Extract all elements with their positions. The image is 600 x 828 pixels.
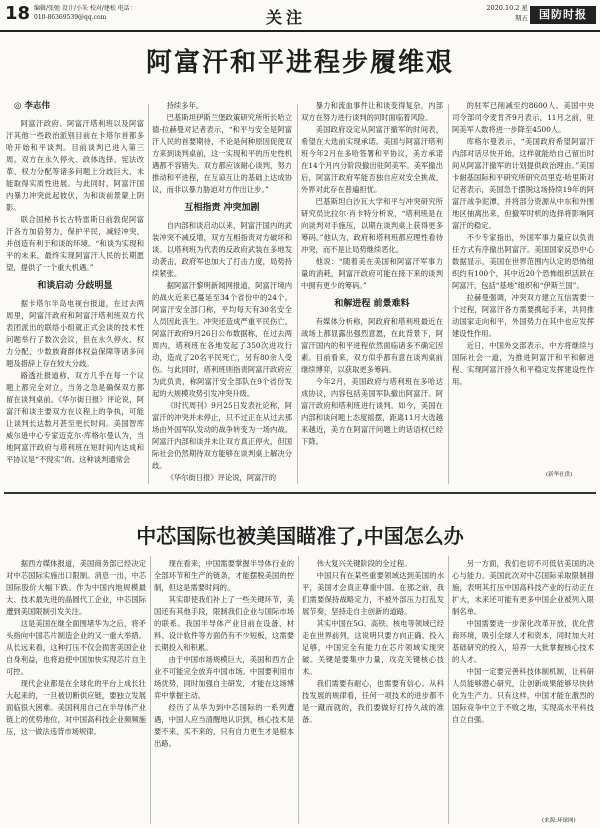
page-number: 18 xyxy=(5,3,31,24)
article1-subheading-3: 和解进程 前景难料 xyxy=(334,299,410,309)
paragraph: 暴力和流血事件让和谈变得复杂，内部双方在努力进行谈判的同时面临着风险。 xyxy=(301,101,443,122)
issue-date: 2020.10.2 星期五 xyxy=(486,4,528,22)
article2-column-2 xyxy=(154,558,294,824)
paragraph: 拉赫曼强调，冲突双方建立互信需要一个过程，阿富汗各方需要携起手来，共同推动国家走向和平，外国势力在其中也应发挥建设性作用。 xyxy=(452,293,594,338)
paragraph: 库格尔曼表示，“美国政府希望阿富汗内部对话尽快开始，这样就能给自己留出时间从阿富汗撤军的计划提供政治理由。”美国卡耐基国际和平研究所研究员里克·哈里斯对记者表示，美国急于摆脱这场持续19年的阿富汗战争泥潭，并将部分资源从中东和外围地区抽离出来，但撤军时机的选择将影响阿富汗的稳定。 xyxy=(452,137,594,230)
column-divider xyxy=(448,556,449,824)
paragraph: 今年2月，美国政府与塔利班在多哈达成协议，内容包括美国军队撤出阿富汗、阿富汗政府和塔利班进行谈判。如今，美国在内部和谈问题上态度摇摆，距离11月大选越来越近，美方在阿富汗问题上的话语权已经下降。 xyxy=(301,377,443,446)
paragraph: 《华尔街日报》评论说，阿富汗的 xyxy=(166,473,277,482)
column-divider xyxy=(298,556,299,824)
article1-credit: (新华社供) xyxy=(546,472,573,478)
article1-column-2 xyxy=(152,100,292,484)
paragraph: 中国需要进一步深化改革开放，优化营商环境，吸引全球人才和资本，同时加大对基础研究的投入，培养一大批掌握核心技术的人才。 xyxy=(452,619,594,664)
paragraph: 据西方媒体报道，美国商务部已经决定对中芯国际实施出口限制。消息一出，中芯国际股价大幅下跌。作为中国内地规模最大、技术最先进的晶圆代工企业，中芯国际遭到美国限制引发关注。 xyxy=(6,559,146,616)
paragraph: 他说：“随着美在美国和阿富汗军事力量的消耗，阿富汗政府可能在接下来的谈判中拥有更少的筹码。” xyxy=(301,257,443,290)
paragraph: 自内部和谈启动以来，阿富汗国内的武装冲突不减反增，双方互相指责对方破坏和谈。以塔利班为代表的反政府武装在多地发动袭击，政府军也加大了打击力度，局势持续紧张。 xyxy=(152,221,292,278)
article2-headline: 中芯国际也被美国瞄准了,中国怎么办 xyxy=(136,524,464,548)
column-divider xyxy=(448,104,449,484)
paragraph: 持续多年。 xyxy=(166,101,204,110)
paragraph: 近日，中国外交部表示，中方将继续与国际社会一道，为推进阿富汗和平和解进程、实现阿富汗持久和平稳定发挥建设性作用。 xyxy=(452,341,594,386)
column-divider xyxy=(150,556,151,824)
paragraph: 联合国秘书长古特雷斯日前敦促阿富汗各方加倍努力，保护平民，减轻冲突，并创造有利于和谈的环境。“和谈为实现和平的未来，最终实现阿富汗人民的长期愿望，提供了一个重大机遇。” xyxy=(6,215,144,272)
paragraph: 中国一定要完善科技体制机制，让科研人员能够潜心研究，让创新成果能够尽快转化为生产力。只有这样，中国才能在激烈的国际竞争中立于不败之地，实现高水平科技自立自强。 xyxy=(452,667,594,724)
paragraph: 据阿富汗黎明新闻网报道，阿富汗境内的战火近来已蔓延至34个省份中的24个。阿富汗安全部门称，平均每天有30名安全人员因此丧生。冲突还造成严重平民伤亡。阿富汗政府9月26日公布数据称，在过去两周内，塔利班在各地发起了350次进攻行动，造成了20名平民死亡，另有80余人受伤。与此同时，塔利班则指责阿富汗政府应为此负责，称阿富汗安全部队在9个省份发起的大规模攻势引发冲突升级。 xyxy=(152,281,292,398)
paragraph: 据卡塔尔半岛电视台报道，在过去两周里，阿富汗政府和阿富汗塔利班双方代表团派出的联络小组就正式会谈的技术性问题举行了数次会议，但在永久停火、权力分配、少数族裔群体权益保障等诸多问题及措辞上存在较大分歧。 xyxy=(6,299,144,368)
article2-column-4 xyxy=(452,558,594,814)
article2-column-1 xyxy=(6,558,146,824)
paragraph: 由于中国市场规模巨大，美国和西方企业不可能完全放弃中国市场。中国要利用市场优势，同时加强自主研发，才能在这场博弈中掌握主动。 xyxy=(154,655,294,700)
newspaper-logo: 国防时报 xyxy=(530,6,596,24)
article1-subheading-1: 和谈启动 分歧明显 xyxy=(37,281,113,291)
paragraph: 《时代周刊》9月25日发表社论称，阿富汗的冲突并未停止，只不过正在从过去那场由外国军队发动的战争转变为一场内战。阿富汗内部和谈并未让双方真正停火，但国际社会仍然期待双方能够在谈判桌上解决分歧。 xyxy=(152,401,292,470)
editor-credits: 编辑/张弛 设计/小朱 校对/建松 电话：010-86369539@qq.com xyxy=(34,5,136,21)
paragraph: 现在看来，中国需要掌握半导体行业的全部环节和生产的链条，才能摆脱美国的控制，但这是需要时间的。 xyxy=(154,559,294,592)
paragraph: 其实即使我们补上了一些关键环节，美国还有其他手段，限制我们企业与国际市场的联系。我国半导体产业目前在设备、材料、设计软件等方面仍有不少短板，这需要长期投入和积累。 xyxy=(154,595,294,652)
paragraph: 有媒体分析称，阿政府和塔利班最近在战场上都显露出强烈意愿，在此背景下，阿富汗国内的和平进程依然面临诸多不确定因素。目前看来，双方似乎都有意在谈判桌前继续博弈，以获取更多筹码。 xyxy=(301,317,443,374)
paragraph: 我们需要有耐心，也需要有信心。从科技发展的规律看，任何一项技术的进步都不是一蹴而就的，我们要做好打持久战的准备。 xyxy=(302,679,444,724)
column-divider xyxy=(297,104,298,484)
paragraph: 阿富汗政府、阿富汗塔利班以及阿富汗其他一些政治派别目前在卡塔尔首都多哈开始和平谈判。目前谈判已进入第三周。双方在永久停火、政体选择、宪法改革、权力分配等诸多问题上分歧巨大，未能取得实质性进展。与此同时，阿富汗国内暴力冲突此起彼伏，为和谈前景蒙上阴影。 xyxy=(6,119,144,212)
article1-column-4 xyxy=(452,100,594,466)
paragraph: 巴基斯坦伊斯兰堡政策研究所所长哈立德·拉赫曼对记者表示，“和平与安全是阿富汗人民的首要期待，不论是何种原因促使双方来到谈判桌前，这一实现和平的历史性机遇都不容错失。双方都应该耐心谈判，努力推动和平进程，在互谅互让的基础上达成协议，而非以暴力胁迫对方作出让步。” xyxy=(152,113,292,194)
masthead xyxy=(0,0,600,32)
paragraph: 美国政府设定从阿富汗撤军的时间表，希望在大选前实现承诺。美国与阿富汗塔利班今年2月在多哈签署和平协议，美方承诺在14个月内分阶段撤出驻阿美军。美军撤出后，阿富汗政府军能否独自应对安全挑战，外界对此存在普遍担忧。 xyxy=(301,125,443,194)
article1-subheading-2: 互相指责 冲突加剧 xyxy=(184,203,260,213)
paragraph: 其实中国在5G、高铁、核电等领域已经走在世界前列，这说明只要方向正确、投入足够，中国完全有能力在芯片领域实现突破。关键是要集中力量，攻克关键核心技术。 xyxy=(302,619,444,676)
column-divider xyxy=(148,104,149,484)
paragraph: 的驻军已削减至约8600人。美国中央司令部司令麦肯齐9月表示，11月之前，驻阿美军人数将进一步降至4500人。 xyxy=(452,101,594,134)
paragraph: 这是美国在继全面围堵华为之后，将矛头指向中国芯片制造企业的又一重大举措。从长远来看，这种打压不仅会损害美国企业自身利益，也将迫使中国加快实现芯片自主可控。 xyxy=(6,619,146,676)
article1-column-3 xyxy=(301,100,443,484)
article1-column-1 xyxy=(6,96,144,484)
article1-author: ◎ 李志伟 xyxy=(14,101,50,111)
paragraph: 路透社报道称，双方几乎在每一个议题上都完全对立，当务之急是确保双方都留在谈判桌前。《华尔街日报》评论说，阿富汗和谈主要双方在议程上的争执，可能让谈判长达数月甚至更长时间。美国智库威尔逊中心专家迈克尔·库格尔曼认为，当地阿富汗政府与塔利班在短时间内达成和平协议是“不现实”的。这种谈判通常会 xyxy=(6,371,144,464)
paragraph: 不少专家指出，外国军事力量应以负责任方式有序撤出阿富汗。美国国家反恐中心数据显示，美国在世界范围内认定的恐怖组织约有100个，其中近20个恐怖组织活跃在阿富汗，包括“基地”组织和“伊斯兰国”。 xyxy=(452,233,594,290)
article-separator xyxy=(4,492,596,494)
paragraph: 伟大复兴关键阶段的全过程。 xyxy=(316,559,412,568)
article1-headline: 阿富汗和平进程步履维艰 xyxy=(145,48,454,78)
paragraph: 中国只有在某些重要领域达到美国的水平，美国才会真正尊重中国。在那之前，我们需要保持战略定力，不被外部压力打乱发展节奏，坚持走自主创新的道路。 xyxy=(302,571,444,616)
section-title: 关注 xyxy=(266,8,307,27)
article2-column-3 xyxy=(302,558,444,824)
paragraph: 巴基斯坦白沙瓦大学和平与冲突研究所研究员比拉尔·肖卡特分析说，“塔利班是在向谈判对手施压，以期在谈判桌上获得更多筹码。”他认为，政府和塔利班都应理性看待冲突，而不是让局势继续恶化。 xyxy=(301,197,443,254)
paragraph: 经历了从华为到中芯国际的一系列遭遇，中国人应当清醒地认识到，核心技术是要不来、买不来的，只有自力更生才是根本出路。 xyxy=(154,703,294,748)
paragraph: 现代企业都是在全球化的平台上成长壮大起来的，一旦被切断供应链，要独立发展面临很大困难。美国利用自己在半导体产业链上的优势地位，对中国高科技企业频频施压，这一做法违背市场规律。 xyxy=(6,679,146,736)
article2-credit: (来源:环球网) xyxy=(542,818,576,824)
paragraph: 另一方面，我们也切不可低估美国的决心与能力。美国此次对中芯国际采取限制措施，表明其打压中国高科技产业的行动正在扩大，未来还可能有更多中国企业被列入限制名单。 xyxy=(452,559,594,616)
